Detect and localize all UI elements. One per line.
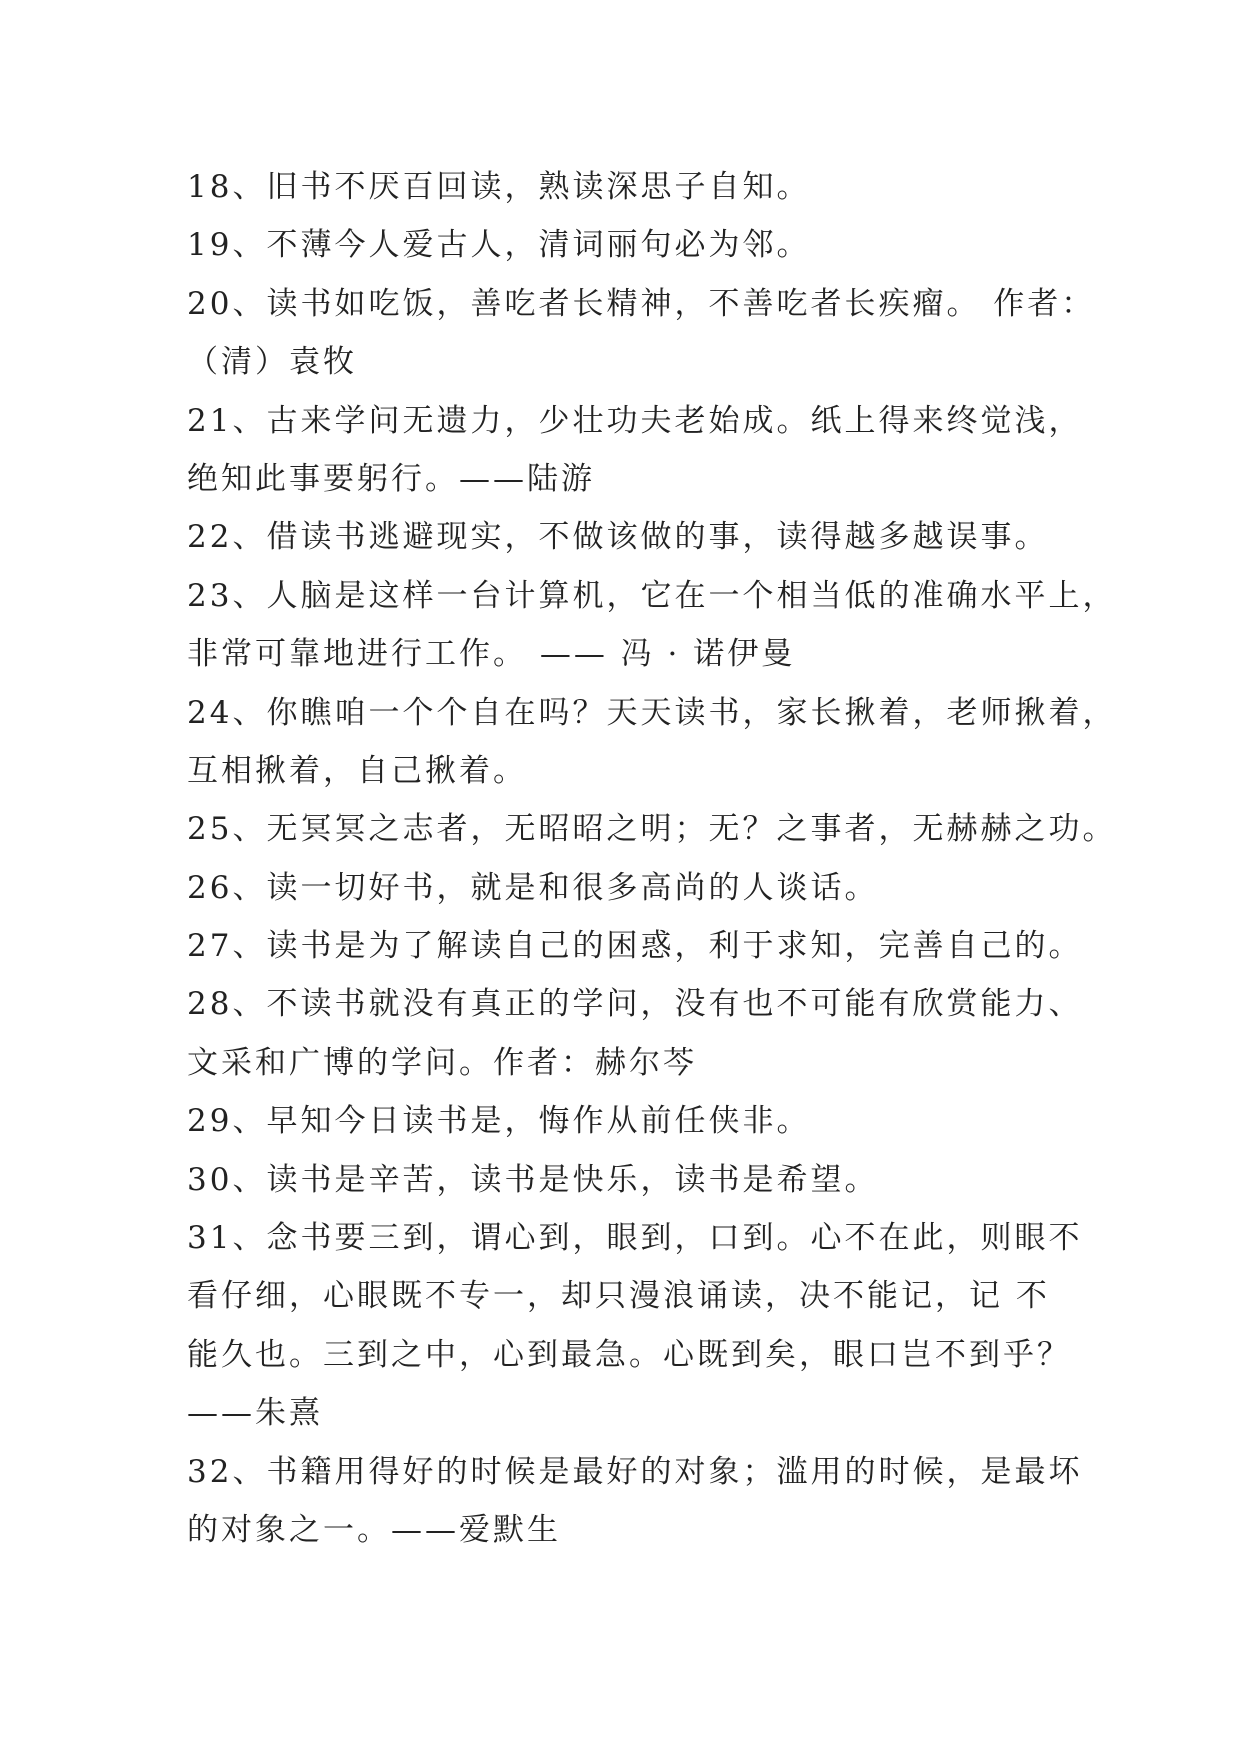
- quote-25-line: 25、无冥冥之志者，无昭昭之明；无？之事者，无赫赫之功。: [187, 811, 1117, 848]
- quote-23-line-1: 23、人脑是这样一台计算机，它在一个相当低的准确水平上，: [187, 577, 1117, 614]
- quote-28-line-2: 文采和广博的学问。作者：赫尔芩: [187, 1044, 697, 1081]
- quote-30-line: 30、读书是辛苦，读书是快乐，读书是希望。: [187, 1161, 879, 1198]
- quote-22-line: 22、借读书逃避现实，不做该做的事，读得越多越误事。: [187, 519, 1049, 556]
- quote-31-line-1: 31、念书要三到，谓心到，眼到，口到。心不在此，则眼不: [187, 1220, 1083, 1257]
- quote-29-line: 29、早知今日读书是，悔作从前任侠非。: [187, 1103, 811, 1140]
- quote-21-line-2: 绝知此事要躬行。——陆游: [187, 460, 595, 497]
- quote-24-line-1: 24、你瞧咱一个个自在吗？天天读书，家长揪着，老师揪着，: [187, 694, 1117, 731]
- quote-18-line: 18、旧书不厌百回读，熟读深思子自知。: [187, 169, 811, 205]
- quote-list: [187, 158, 1117, 1559]
- quote-31-line-4: ——朱熹: [187, 1395, 323, 1432]
- quote-20-line-2: （清）袁牧: [187, 344, 357, 381]
- quote-27-line: 27、读书是为了解读自己的困惑，利于求知，完善自己的。: [187, 928, 1083, 965]
- quote-26-line: 26、读一切好书，就是和很多高尚的人谈话。: [187, 869, 879, 906]
- quote-31-line-2: 看仔细，心眼既不专一，却只漫浪诵读，决不能记，记 不: [187, 1278, 1050, 1315]
- quote-32-line-1: 32、书籍用得好的时候是最好的对象；滥用的时候，是最坏: [187, 1453, 1083, 1490]
- quote-21-line-1: 21、古来学问无遗力，少壮功夫老始成。纸上得来终觉浅，: [187, 402, 1083, 439]
- quote-20-line-1: 20、读书如吃饭，善吃者长精神，不善吃者长疾瘤。 作者：: [187, 285, 1096, 322]
- quote-32-line-2: 的对象之一。——爱默生: [187, 1511, 561, 1548]
- quote-19-line: 19、不薄今人爱古人，清词丽句必为邻。: [187, 227, 811, 264]
- quote-24-line-2: 互相揪着，自己揪着。: [187, 752, 527, 789]
- quote-31-line-3: 能久也。三到之中，心到最急。心既到矣，眼口岂不到乎？: [187, 1336, 1071, 1373]
- quote-23-line-2: 非常可靠地进行工作。 —— 冯 · 诺伊曼: [187, 636, 796, 673]
- quote-28-line-1: 28、不读书就没有真正的学问，没有也不可能有欣赏能力、: [187, 986, 1083, 1023]
